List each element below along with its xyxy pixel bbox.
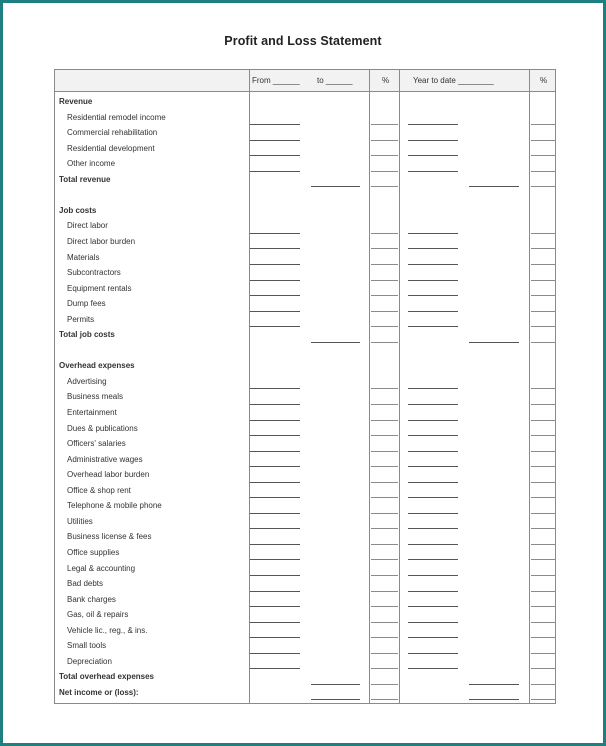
page-title: Profit and Loss Statement xyxy=(224,34,382,48)
header-from: From ______ xyxy=(252,76,300,85)
line-item-row xyxy=(55,312,555,328)
header-to: to ______ xyxy=(317,76,353,85)
period-percent-cell[interactable] xyxy=(371,265,398,281)
row-label: Small tools xyxy=(67,641,107,651)
table-header xyxy=(55,70,555,92)
row-label: Dump fees xyxy=(67,299,106,309)
line-item-row xyxy=(55,545,555,561)
row-label: Bad debts xyxy=(67,579,104,589)
period-percent-cell[interactable] xyxy=(371,638,398,654)
period-percent-cell[interactable] xyxy=(371,405,398,421)
period-percent-cell[interactable] xyxy=(371,545,398,561)
line-item-row xyxy=(55,592,555,608)
ytd-percent-cell[interactable] xyxy=(531,312,556,328)
row-label: Depreciation xyxy=(67,656,112,666)
ytd-percent-cell[interactable] xyxy=(531,234,556,250)
period-percent-cell[interactable] xyxy=(371,296,398,312)
line-item-row xyxy=(55,654,555,670)
line-item-row xyxy=(55,234,555,250)
line-item-row xyxy=(55,514,555,530)
line-item-row xyxy=(55,405,555,421)
ytd-percent-cell[interactable] xyxy=(531,592,556,608)
line-item-row xyxy=(55,421,555,437)
line-item-row xyxy=(55,125,555,141)
row-label: Net income or (loss): xyxy=(59,687,139,697)
period-percent-cell[interactable] xyxy=(371,110,398,126)
ytd-percent-cell[interactable] xyxy=(531,156,556,172)
period-percent-cell[interactable] xyxy=(371,234,398,250)
ytd-percent-cell[interactable] xyxy=(531,483,556,499)
row-label: Subcontractors xyxy=(67,268,121,278)
period-percent-cell[interactable] xyxy=(371,498,398,514)
row-label: Revenue xyxy=(59,97,93,106)
ytd-percent-cell[interactable] xyxy=(531,265,556,281)
ytd-percent-cell[interactable] xyxy=(531,607,556,623)
line-item-row xyxy=(55,529,555,545)
period-percent-cell[interactable] xyxy=(371,436,398,452)
row-label: Office supplies xyxy=(67,547,120,557)
total-row xyxy=(55,685,555,701)
row-label: Equipment rentals xyxy=(67,283,132,293)
ytd-percent-cell[interactable] xyxy=(531,545,556,561)
line-item-row xyxy=(55,623,555,639)
ytd-percent-cell[interactable] xyxy=(531,452,556,468)
period-percent-cell[interactable] xyxy=(371,576,398,592)
row-label: Overhead labor burden xyxy=(67,470,150,480)
period-percent-cell[interactable] xyxy=(371,172,398,188)
row-label: Bank charges xyxy=(67,594,116,604)
period-percent-cell[interactable] xyxy=(371,125,398,141)
period-percent-cell[interactable] xyxy=(371,281,398,297)
period-percent-cell[interactable] xyxy=(371,374,398,390)
line-item-row xyxy=(55,467,555,483)
row-label: Materials xyxy=(67,252,100,262)
ytd-percent-cell[interactable] xyxy=(531,529,556,545)
line-item-row xyxy=(55,576,555,592)
period-percent-cell[interactable] xyxy=(371,514,398,530)
row-label: Residential remodel income xyxy=(67,112,166,122)
period-percent-cell[interactable] xyxy=(371,529,398,545)
ytd-percent-cell[interactable] xyxy=(531,421,556,437)
line-item-row xyxy=(55,638,555,654)
period-percent-cell[interactable] xyxy=(371,561,398,577)
total-row xyxy=(55,327,555,343)
header-year-to-date: Year to date ________ xyxy=(413,76,494,85)
ytd-percent-cell[interactable] xyxy=(531,467,556,483)
section-row xyxy=(55,358,555,374)
ytd-percent-cell[interactable] xyxy=(531,638,556,654)
section-row xyxy=(55,94,555,110)
ytd-percent-cell[interactable] xyxy=(531,327,556,343)
ytd-percent-cell[interactable] xyxy=(531,436,556,452)
row-label: Total overhead expenses xyxy=(59,672,154,682)
period-percent-cell[interactable] xyxy=(371,483,398,499)
row-label: Direct labor burden xyxy=(67,236,136,246)
profit-loss-table xyxy=(54,69,556,704)
ytd-percent-cell[interactable] xyxy=(531,685,556,701)
row-label: Entertainment xyxy=(67,408,117,417)
spacer-row xyxy=(55,343,555,359)
period-percent-cell[interactable] xyxy=(371,156,398,172)
ytd-percent-cell[interactable] xyxy=(531,296,556,312)
line-item-row xyxy=(55,436,555,452)
row-label: Utilities xyxy=(67,516,93,526)
ytd-percent-cell[interactable] xyxy=(531,172,556,188)
line-item-row xyxy=(55,156,555,172)
row-label: Legal & accounting xyxy=(67,563,136,573)
period-percent-cell[interactable] xyxy=(371,312,398,328)
line-item-row xyxy=(55,250,555,266)
line-item-row xyxy=(55,281,555,297)
period-percent-cell[interactable] xyxy=(371,421,398,437)
ytd-total-field[interactable] xyxy=(469,699,519,700)
ytd-percent-cell[interactable] xyxy=(531,389,556,405)
total-row xyxy=(55,669,555,685)
row-label: Other income xyxy=(67,159,116,169)
ytd-percent-cell[interactable] xyxy=(531,623,556,639)
ytd-percent-cell[interactable] xyxy=(531,654,556,670)
line-item-row xyxy=(55,141,555,157)
row-label: Dues & publications xyxy=(67,423,138,433)
row-label: Officers' salaries xyxy=(67,439,126,449)
row-label: Residential development xyxy=(67,143,155,153)
line-item-row xyxy=(55,389,555,405)
period-percent-cell[interactable] xyxy=(371,250,398,266)
row-label: Administrative wages xyxy=(67,454,143,464)
row-label: Permits xyxy=(67,314,95,324)
ytd-percent-cell[interactable] xyxy=(531,125,556,141)
section-row xyxy=(55,203,555,219)
ytd-percent-cell[interactable] xyxy=(531,281,556,297)
line-item-row xyxy=(55,452,555,468)
line-item-row xyxy=(55,483,555,499)
period-percent-cell[interactable] xyxy=(371,607,398,623)
row-label: Gas, oil & repairs xyxy=(67,610,129,620)
header-percent: % xyxy=(382,76,390,85)
row-label: Vehicle lic., reg., & ins. xyxy=(67,625,148,635)
line-item-row xyxy=(55,607,555,623)
ytd-percent-cell[interactable] xyxy=(531,218,556,234)
row-label: Total job costs xyxy=(59,330,115,340)
period-percent-cell[interactable] xyxy=(371,452,398,468)
row-label: Commercial rehabilitation xyxy=(67,128,158,138)
period-percent-cell[interactable] xyxy=(371,327,398,343)
period-percent-cell[interactable] xyxy=(371,141,398,157)
ytd-percent-cell[interactable] xyxy=(531,498,556,514)
period-percent-cell[interactable] xyxy=(371,592,398,608)
ytd-percent-cell[interactable] xyxy=(531,110,556,126)
line-item-row xyxy=(55,498,555,514)
row-label: Advertising xyxy=(67,376,107,386)
period-percent-cell[interactable] xyxy=(371,654,398,670)
line-item-row xyxy=(55,110,555,126)
ytd-percent-cell[interactable] xyxy=(531,514,556,530)
ytd-percent-cell[interactable] xyxy=(531,561,556,577)
header-percent-ytd: % xyxy=(540,76,548,85)
ytd-percent-cell[interactable] xyxy=(531,374,556,390)
row-label: Office & shop rent xyxy=(67,485,131,495)
period-percent-cell[interactable] xyxy=(371,669,398,685)
period-total-field[interactable] xyxy=(311,699,360,700)
period-percent-cell[interactable] xyxy=(371,389,398,405)
row-label: Telephone & mobile phone xyxy=(67,501,162,511)
row-label: Job costs xyxy=(59,205,97,215)
ytd-percent-cell[interactable] xyxy=(531,141,556,157)
ytd-percent-cell[interactable] xyxy=(531,576,556,592)
line-item-row xyxy=(55,374,555,390)
ytd-percent-cell[interactable] xyxy=(531,250,556,266)
row-label: Overhead expenses xyxy=(59,361,135,371)
row-label: Total revenue xyxy=(59,174,111,184)
row-label: Business meals xyxy=(67,392,124,402)
line-item-row xyxy=(55,561,555,577)
row-label: Direct labor xyxy=(67,221,108,231)
period-percent-cell[interactable] xyxy=(371,467,398,483)
ytd-percent-cell[interactable] xyxy=(531,669,556,685)
line-item-row xyxy=(55,218,555,234)
period-percent-cell[interactable] xyxy=(371,685,398,701)
spacer-row xyxy=(55,187,555,203)
total-row xyxy=(55,172,555,188)
line-item-row xyxy=(55,265,555,281)
line-item-row xyxy=(55,296,555,312)
period-percent-cell[interactable] xyxy=(371,218,398,234)
ytd-percent-cell[interactable] xyxy=(531,405,556,421)
row-label: Business license & fees xyxy=(67,532,152,542)
period-percent-cell[interactable] xyxy=(371,623,398,639)
